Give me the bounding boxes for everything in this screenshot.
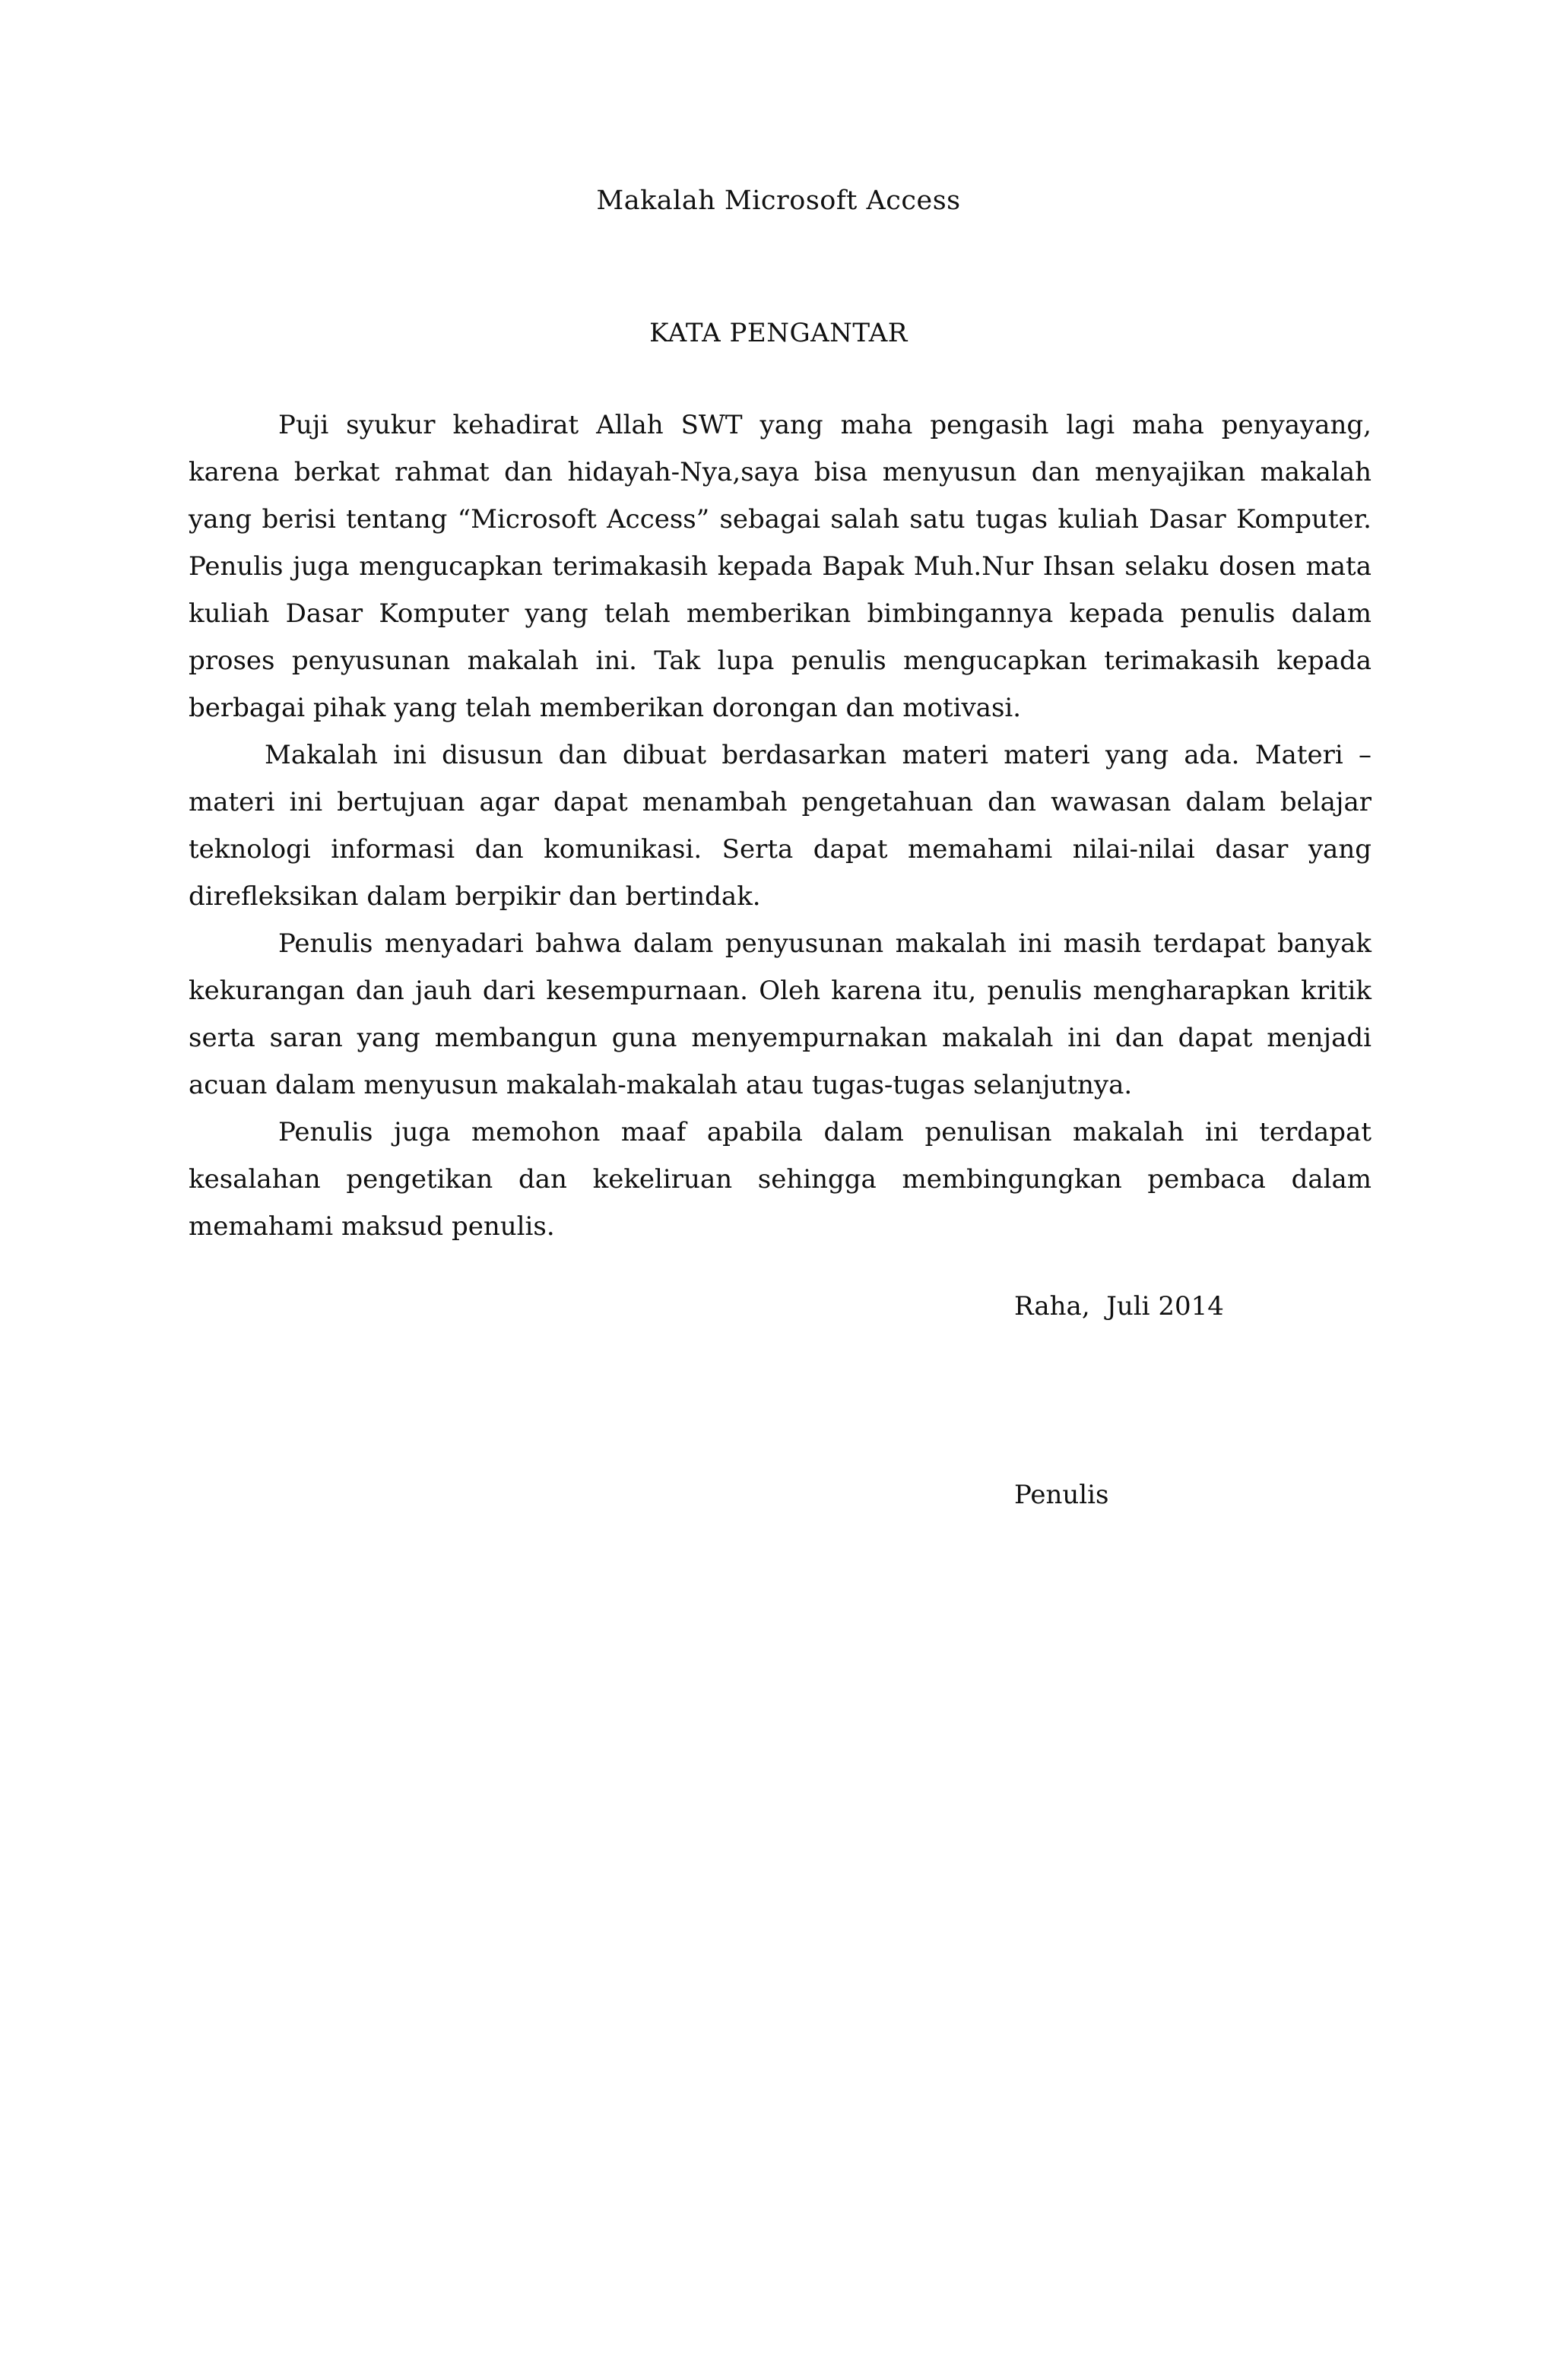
section-heading: KATA PENGANTAR bbox=[649, 318, 908, 348]
paragraph-1: Puji syukur kehadirat Allah SWT yang maha pengasih lagi maha penyayang, karena berkat rahmat dan hidayah-Nya,saya bisa menyusun dan menyajikan makalah yang berisi tentang “Microsoft Access” sebagai salah satu tugas kuliah Dasar Komputer. Penulis juga mengucapkan terimakasih kepada Bapak Muh.Nur Ihsan selaku dosen mata kuliah Dasar Komputer yang telah memberikan bimbingannya kepada penulis dalam proses penyusunan makalah ini. Tak lupa penulis mengucapkan terimakasih kepada berbagai pihak yang telah memberikan dorongan dan motivasi. bbox=[189, 410, 1371, 723]
paragraph-3: Penulis menyadari bahwa dalam penyusunan makalah ini masih terdapat banyak kekurangan dan jauh dari kesempurnaan. Oleh karena itu, penulis mengharapkan kritik serta saran yang membangun guna menyempurnakan makalah ini dan dapat menjadi acuan dalam menyusun makalah-makalah atau tugas-tugas selanjutnya. bbox=[189, 928, 1371, 1100]
body-text bbox=[189, 401, 1371, 1250]
document-title: Makalah Microsoft Access bbox=[596, 186, 961, 216]
place-date: Raha, Juli 2014 bbox=[1014, 1291, 1224, 1322]
paragraph-2: Makalah ini disusun dan dibuat berdasarkan materi materi yang ada. Materi – materi ini bertujuan agar dapat menambah pengetahuan dan wawasan dalam belajar teknologi informasi dan komunikasi. Serta dapat memahami nilai-nilai dasar yang direfleksikan dalam berpikir dan bertindak. bbox=[189, 740, 1371, 912]
paragraph-4: Penulis juga memohon maaf apabila dalam penulisan makalah ini terdapat kesalahan pengetikan dan kekeliruan sehingga membingungkan pembaca dalam memahami maksud penulis. bbox=[189, 1117, 1371, 1242]
signature: Penulis bbox=[1014, 1480, 1109, 1510]
